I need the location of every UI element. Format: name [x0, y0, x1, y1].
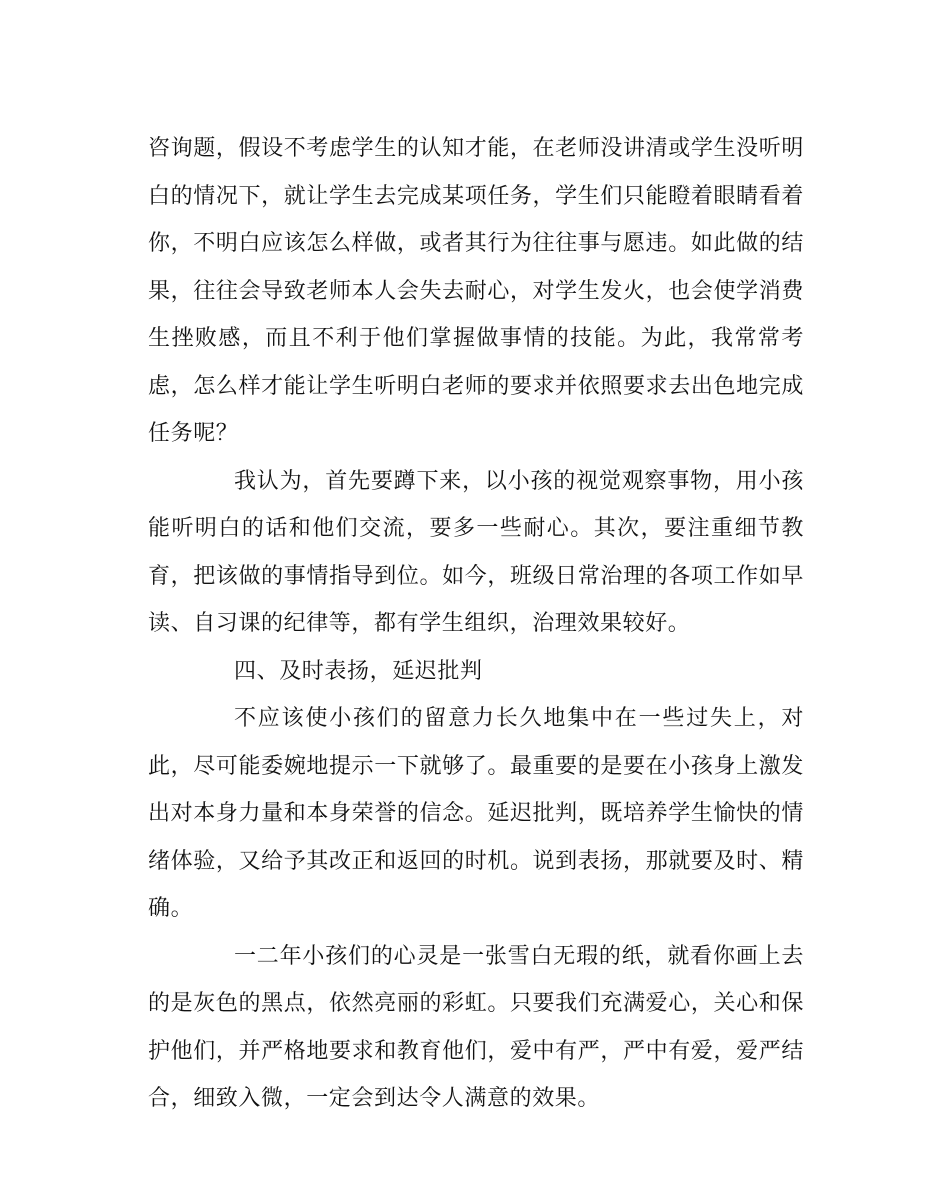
paragraph-approach: 我认为，首先要蹲下来，以小孩的视觉观察事物，用小孩能听明白的话和他们交流，要多一些耐心。其次，要注重细节教育，把该做的事情指导到位。如今，班级日常治理的各项工作如早读、自习课的纪律等，都有学生组织，治理效果较好。	[148, 468, 804, 636]
document-body	[148, 125, 804, 1123]
paragraph-conclusion: 一二年小孩们的心灵是一张雪白无瑕的纸，就看你画上去的是灰色的黑点，依然亮丽的彩虹。只要我们充满爱心，关心和保护他们，并严格地要求和教育他们，爱中有严，严中有爱，爱严结合，细致入微，一定会到达令人满意的效果。	[148, 943, 804, 1111]
section-heading-four: 四、及时表扬，延迟批判	[234, 658, 483, 684]
paragraph-continuation: 咨询题，假设不考虑学生的认知才能，在老师没讲清或学生没听明白的情况下，就让学生去完成某项任务，学生们只能瞪着眼睛看着你，不明白应该怎么样做，或者其行为往往事与愿违。如此做的结果，往往会导致老师本人会失去耐心，对学生发火，也会使学消费生挫败感，而且不利于他们掌握做事情的技能。为此，我常常考虑，怎么样才能让学生听明白老师的要求并依照要求去出色地完成任务呢？	[148, 136, 804, 446]
paragraph-delayed-criticism: 不应该使小孩们的留意力长久地集中在一些过失上，对此，尽可能委婉地提示一下就够了。最重要的是要在小孩身上激发出对本身力量和本身荣誉的信念。延迟批判，既培养学生愉快的情绪体验，又给予其改正和返回的时机。说到表扬，那就要及时、精确。	[148, 706, 804, 921]
